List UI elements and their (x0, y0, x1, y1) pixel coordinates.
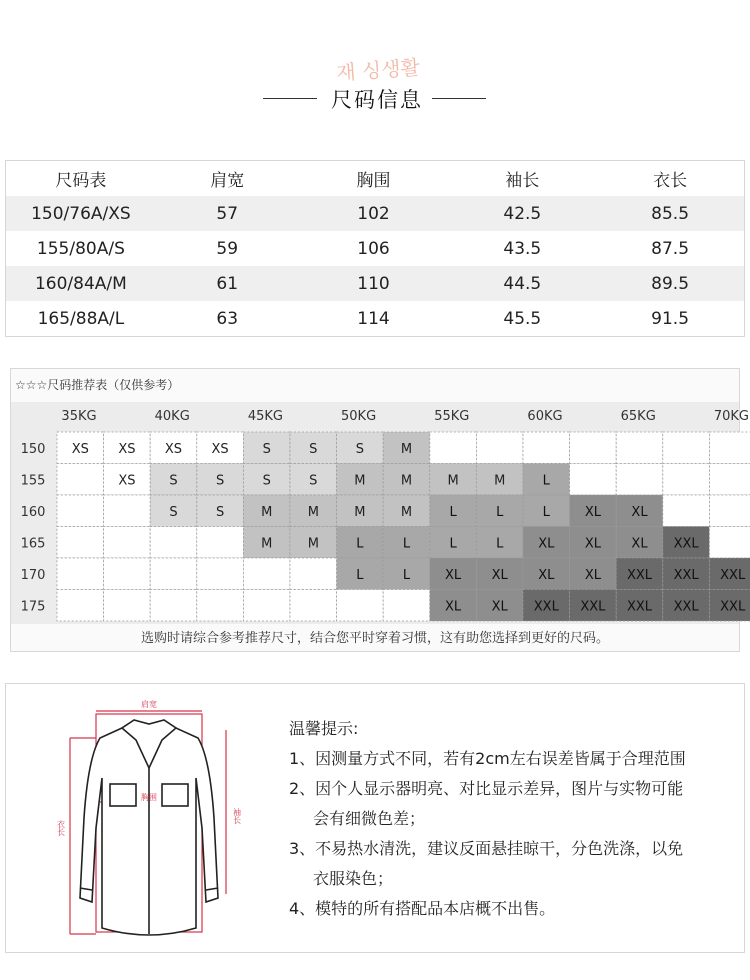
grid-size-label: XXL (580, 599, 606, 615)
table-row (6, 301, 744, 336)
size-table (5, 160, 745, 337)
grid-size-label: XL (584, 536, 601, 552)
grid-size-label: XXL (533, 599, 559, 615)
grid-cell (709, 527, 750, 559)
grid-size-label: XL (631, 536, 648, 552)
grid-cell (476, 432, 523, 464)
grid-cell (383, 590, 430, 622)
table-cell: 61 (216, 273, 239, 294)
table-cell: 63 (216, 308, 239, 329)
grid-size-label: M (400, 441, 413, 457)
grid-cell (243, 558, 290, 590)
grid-cell (104, 558, 151, 590)
grid-size-label: XL (538, 536, 555, 552)
grid-cell (57, 527, 104, 559)
table-cell: 42.5 (503, 203, 542, 224)
grid-size-label: S (169, 504, 178, 520)
height-label: 170 (20, 567, 46, 583)
grid-cell (430, 432, 477, 464)
table-cell: 44.5 (503, 273, 542, 294)
tip-item-2-cont: 会有细微色差； (313, 809, 426, 828)
grid-size-label: S (309, 441, 318, 457)
tip-item-4: 4、模特的所有搭配品本店概不出售。 (289, 899, 556, 918)
grid-size-label: L (356, 567, 364, 583)
grid-size-label: XXL (626, 599, 653, 615)
grid-size-label: M (354, 504, 366, 520)
grid-cell (570, 464, 617, 496)
table-cell: 110 (357, 273, 390, 294)
height-label: 160 (20, 504, 46, 520)
weight-label: 50KG (341, 409, 377, 424)
grid-cell (57, 558, 104, 590)
grid-size-label: M (400, 504, 413, 520)
grid-size-label: L (496, 536, 504, 552)
grid-cell (104, 590, 151, 622)
grid-size-label: XXL (720, 567, 746, 583)
size-table-header-row (6, 161, 744, 196)
grid-size-label: M (354, 473, 366, 489)
grid-cell (290, 590, 337, 622)
grid-cell (57, 464, 104, 496)
grid-size-label: XS (211, 441, 229, 457)
grid-size-label: XS (118, 473, 136, 489)
height-label: 150 (20, 441, 46, 457)
grid-size-label: XXL (673, 599, 699, 615)
grid-size-label: XL (584, 567, 601, 583)
tip-item-3: 3、不易热水清洗，建议反面悬挂晾干，分色洗涤，以免 (289, 839, 684, 858)
grid-cell (663, 495, 710, 527)
grid-size-label: L (402, 536, 411, 552)
grid-size-label: L (402, 567, 411, 583)
grid-size-label: XL (584, 504, 601, 520)
grid-size-label: XXL (673, 567, 699, 583)
grid-cell (570, 432, 617, 464)
header-right-rule (432, 98, 486, 99)
shirt-measure-diagram (44, 698, 254, 948)
tip-item-1: 1、因测量方式不同，若有2cm左右误差皆属于合理范围 (289, 749, 686, 768)
grid-cell (243, 590, 290, 622)
grid-size-label: S (262, 441, 271, 457)
recommend-note: 选购时请综合参考推荐尺寸，结合您平时穿着习惯，这有助您选择到更好的尺码。 (140, 631, 609, 646)
weight-label: 60KG (527, 409, 563, 424)
grid-cell (150, 527, 197, 559)
grid-cell (709, 432, 750, 464)
recommend-title: ☆☆☆尺码推荐表（仅供参考） (15, 378, 180, 392)
grid-size-label: L (496, 504, 504, 520)
height-label: 155 (20, 473, 46, 489)
recommend-grid (11, 369, 749, 625)
shoulder-label: 肩宽 (141, 700, 157, 709)
grid-size-label: S (215, 473, 225, 489)
table-row (6, 266, 744, 301)
table-cell: 91.5 (651, 308, 690, 329)
grid-size-label: XXL (626, 567, 653, 583)
grid-size-label: L (449, 504, 457, 520)
grid-cell (57, 590, 104, 622)
grid-size-label: M (261, 504, 273, 520)
grid-size-label: L (356, 536, 364, 552)
grid-size-label: S (355, 441, 365, 457)
header-cell-length: 衣长 (653, 171, 688, 191)
grid-cell (197, 558, 244, 590)
grid-cell (104, 527, 151, 559)
grid-cell (150, 558, 197, 590)
grid-size-label: XL (491, 567, 508, 583)
header-cell-sleeve: 袖长 (505, 171, 540, 191)
grid-size-label: XS (164, 441, 183, 457)
grid-cell (104, 495, 151, 527)
grid-cell (197, 590, 244, 622)
grid-cell (616, 464, 663, 496)
table-row (6, 196, 744, 231)
grid-size-label: XL (491, 599, 508, 615)
tip-item-2: 2、因个人显示器明亮、对比显示差异，图片与实物可能 (289, 779, 684, 798)
table-cell: 160/84A/M (34, 273, 127, 294)
chest-label: 胸围 (141, 793, 157, 802)
grid-size-label: M (400, 473, 413, 489)
grid-size-label: M (447, 473, 459, 489)
header-script-text: 재 싱생활 (335, 55, 421, 85)
size-recommend-table (10, 368, 749, 652)
table-row (6, 231, 744, 266)
grid-size-label: XL (445, 567, 462, 583)
table-cell: 165/88A/L (37, 308, 125, 329)
page-title: 尺码信息 (331, 88, 423, 112)
weight-label: 45KG (247, 409, 283, 424)
length-label: 衣长 (56, 820, 66, 836)
weight-label: 55KG (434, 409, 470, 424)
grid-size-label: L (542, 504, 550, 520)
sleeve-label: 袖长 (232, 808, 242, 824)
table-cell: 114 (357, 308, 390, 329)
grid-cell (616, 432, 663, 464)
grid-cell (337, 590, 384, 622)
grid-cell (663, 464, 710, 496)
grid-cell (197, 527, 244, 559)
height-label: 165 (20, 536, 46, 552)
table-cell: 89.5 (651, 273, 690, 294)
grid-cell (709, 464, 750, 496)
grid-size-label: S (169, 473, 178, 489)
header-left-rule (263, 98, 317, 99)
grid-size-label: XS (118, 441, 136, 457)
care-tips (289, 714, 739, 924)
table-cell: 106 (357, 238, 390, 259)
weight-label: 65KG (620, 409, 656, 424)
weight-label: 40KG (154, 409, 190, 424)
grid-size-label: XXL (673, 536, 699, 552)
table-cell: 102 (357, 203, 390, 224)
tips-title: 温馨提示: (289, 719, 359, 738)
header-cell-chest: 胸围 (356, 171, 391, 191)
table-cell: 59 (216, 238, 239, 259)
grid-size-label: S (215, 504, 225, 520)
grid-size-label: L (449, 536, 457, 552)
grid-size-label: M (261, 536, 273, 552)
weight-label: 70KG (713, 409, 749, 424)
grid-cell (290, 558, 337, 590)
grid-size-label: XL (445, 599, 462, 615)
header-cell-shoulder: 肩宽 (210, 171, 245, 191)
grid-size-label: XXL (720, 599, 746, 615)
grid-cell (523, 432, 570, 464)
table-cell: 87.5 (651, 238, 690, 259)
grid-size-label: XS (71, 441, 89, 457)
grid-cell (57, 495, 104, 527)
table-cell: 155/80A/S (36, 238, 125, 259)
header-cell-size: 尺码表 (55, 171, 107, 191)
grid-size-label: M (307, 536, 319, 552)
table-cell: 57 (216, 203, 239, 224)
grid-size-label: L (542, 473, 550, 489)
table-cell: 43.5 (503, 238, 542, 259)
table-cell: 85.5 (651, 203, 690, 224)
grid-size-label: M (307, 504, 319, 520)
grid-size-label: S (262, 473, 271, 489)
table-cell: 45.5 (503, 308, 542, 329)
grid-size-label: M (494, 473, 506, 489)
weight-label: 35KG (61, 409, 97, 424)
grid-cell (663, 432, 710, 464)
grid-cell (709, 495, 750, 527)
grid-size-label: S (309, 473, 318, 489)
height-label: 175 (20, 599, 46, 615)
grid-size-label: XL (631, 504, 648, 520)
grid-size-label: XL (538, 567, 555, 583)
table-cell: 150/76A/XS (31, 203, 131, 224)
tip-item-3-cont: 衣服染色； (313, 869, 394, 888)
grid-cell (150, 590, 197, 622)
shirt-outline (80, 720, 218, 935)
